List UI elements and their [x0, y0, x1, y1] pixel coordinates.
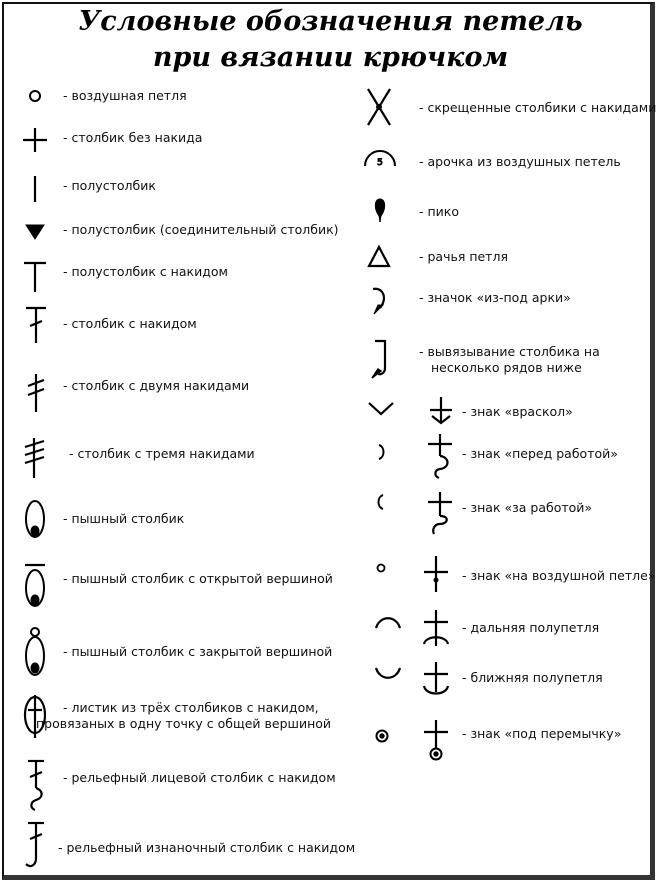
half-double-crochet-icon [22, 260, 52, 294]
legend-label-spike-stitch-line-1: - вывязывание столбика на [419, 344, 600, 359]
under-arch-icon [366, 284, 396, 318]
in-front-stitch-icon [422, 432, 458, 480]
legend-label-treble-crochet: - столбик с двумя накидами [63, 378, 250, 393]
legend-label-chain-stitch: - воздушная петля [63, 88, 187, 103]
legend-label-puff-stitch-open-top: - пышный столбик с открытой вершиной [63, 571, 333, 586]
under-bar-dot-icon [372, 726, 392, 746]
back-loop-stitch-icon [418, 608, 454, 648]
legend-label-puff-stitch: - пышный столбик [63, 511, 185, 526]
legend-label-chain-arch: - арочка из воздушных петель [419, 154, 621, 169]
half-stitch-icon [28, 174, 42, 204]
legend-label-front-post-dc: - рельефный лицевой столбик с накидом [63, 770, 336, 785]
legend-label-under-bar: - знак «под перемычку» [462, 726, 622, 741]
in-between-v-icon [366, 398, 398, 418]
spike-stitch-icon [366, 338, 396, 382]
legend-label-half-stitch: - полустолбик [63, 178, 156, 193]
slip-stitch-triangle-icon [24, 222, 48, 242]
legend-label-reverse-sc: - рачья петля [419, 249, 508, 264]
crossed-dc-icon [364, 86, 394, 128]
title-line-1: Условные обозначения петель [78, 6, 583, 37]
puff-stitch-open-top-icon [20, 562, 50, 612]
back-loop-arc-icon [372, 612, 406, 632]
double-crochet-icon [22, 305, 52, 345]
treble-crochet-icon [22, 372, 52, 414]
single-crochet-icon [22, 126, 52, 154]
front-loop-stitch-icon [418, 660, 454, 700]
legend-label-double-crochet: - столбик с накидом [63, 316, 197, 331]
on-chain-stitch-icon [418, 554, 454, 594]
legend-label-single-crochet: - столбик без накида [63, 130, 203, 145]
reverse-sc-triangle-icon [366, 244, 394, 270]
title-line-2: при вязании крючком [152, 42, 509, 73]
legend-label-in-between: - знак «враскол» [462, 404, 573, 419]
double-treble-crochet-icon [20, 436, 52, 480]
legend-label-crossed-dc: - скрещенные столбики с накидами [419, 100, 657, 115]
chain-arch-icon [362, 144, 398, 170]
legend-label-slip-stitch: - полустолбик (соединительный столбик) [63, 222, 339, 237]
legend-label-under-arch: - значок «из-под арки» [419, 290, 571, 305]
legend-label-back-loop: - дальняя полупетля [462, 620, 600, 635]
puff-stitch-closed-top-icon [20, 626, 50, 680]
legend-label-spike-stitch-line-2: несколько рядов ниже [431, 360, 582, 375]
behind-hook-icon [372, 492, 388, 512]
legend-label-behind: - знак «за работой» [462, 500, 593, 515]
legend-label-puff-stitch-closed-top: - пышный столбик с закрытой вершиной [63, 644, 333, 659]
behind-stitch-icon [422, 490, 458, 536]
in-between-stitch-icon [424, 394, 458, 428]
chain-arch-count: 5 [377, 158, 383, 168]
picot-icon [370, 196, 390, 226]
in-front-hook-icon [374, 442, 390, 462]
legend-label-on-chain: - знак «на воздушной петле» [462, 568, 656, 583]
front-post-dc-icon [22, 758, 52, 812]
under-bar-stitch-icon [418, 718, 454, 764]
legend-label-picot: - пико [419, 204, 459, 219]
on-chain-circle-icon [372, 560, 390, 576]
legend-label-double-treble-crochet: - столбик с тремя накидами [69, 446, 255, 461]
legend-label-in-front: - знак «перед работой» [462, 446, 618, 461]
legend-label-half-double-crochet: - полустолбик с накидом [63, 264, 228, 279]
chain-stitch-icon [24, 86, 48, 106]
legend-label-back-post-dc: - рельефный изнаночный столбик с накидом [58, 840, 356, 855]
legend-label-front-loop: - ближняя полупетля [462, 670, 603, 685]
back-post-dc-icon [22, 820, 52, 874]
puff-stitch-icon [22, 498, 50, 542]
front-loop-arc-icon [372, 664, 406, 684]
legend-label-leaf-cluster-line-2: провязаных в одну точку с общей вершиной [36, 716, 332, 731]
legend-label-leaf-cluster-line-1: - листик из трёх столбиков с накидом, [63, 700, 319, 715]
